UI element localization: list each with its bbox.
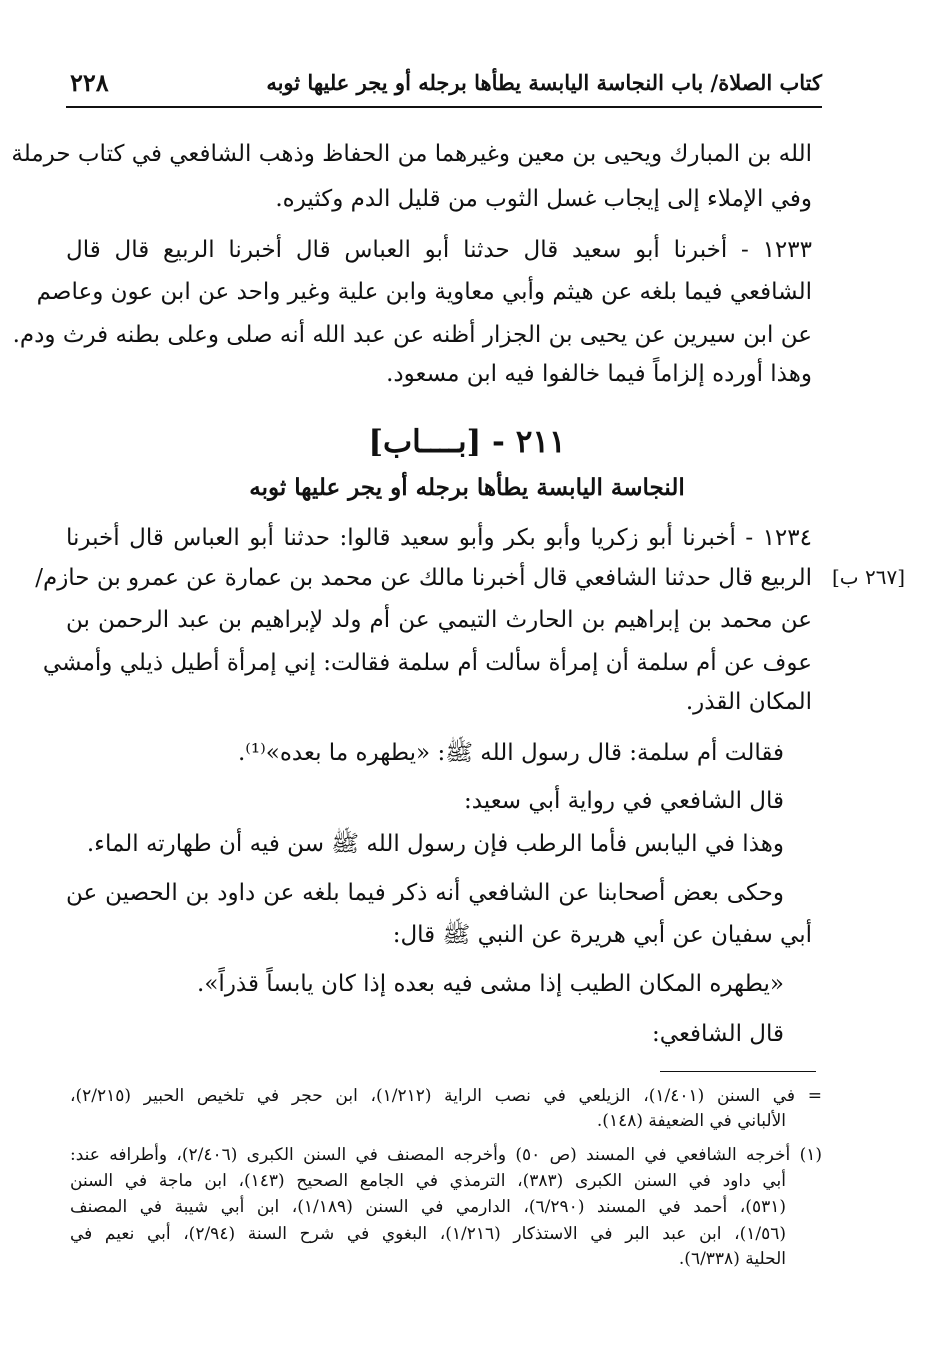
text-line: الربيع قال حدثنا الشافعي قال أخبرنا مالك عن محمد بن عمارة عن عمرو بن حازم/ xyxy=(35,565,812,591)
text-line: عوف عن أم سلمة أن إمرأة سألت أم سلمة فقالت: إني إمرأة أطيل ذيلي وأمشي xyxy=(42,650,812,676)
text-line: قال الشافعي: xyxy=(652,1021,784,1047)
footnote-line: (١/٥٦)، ابن عبد البر في الاستذكار (١/٢١٦)، البغوي في شرح السنة (٢/٩٤)، أبي نعيم في xyxy=(70,1224,786,1244)
text-line: ١٢٣٤ - أخبرنا أبو زكريا وأبو بكر وأبو سعيد قالوا: حدثنا أبو العباس قال أخبرنا xyxy=(66,525,812,551)
text-line: الشافعي فيما بلغه عن هيثم وأبي معاوية وابن علية وغير واحد عن ابن عون وعاصم xyxy=(36,279,812,305)
text-line: وحكى بعض أصحابنا عن الشافعي أنه ذكر فيما بلغه عن داود بن الحصين عن xyxy=(66,880,784,906)
text-line: أبي سفيان عن أبي هريرة عن النبي ﷺ قال: xyxy=(392,922,812,948)
text-line: عن محمد بن إبراهيم بن الحارث التيمي عن أم ولد لإبراهيم بن عبد الرحمن بن xyxy=(66,607,812,633)
running-title: كتاب الصلاة/ باب النجاسة اليابسة يطأها برجله أو يجر عليها ثوبه xyxy=(266,70,822,95)
footnote-line: أبي داود في السنن الكبرى (٣٨٣)، الترمذي في الجامع الصحيح (١٤٣)، ابن ماجة في السنن xyxy=(70,1171,786,1191)
footnote-line: (٥٣١)، أحمد في المسند (٦/٢٩٠)، الدارمي في السنن (١/١٨٩)، ابن أبي شيبة في المصنف xyxy=(70,1197,786,1217)
footnote-line: = في السنن (١/٤٠١)، الزيلعي في نصب الراية (١/٢١٢)، ابن حجر في تلخيص الحبير (٢/٢١٥)، xyxy=(70,1086,822,1106)
text-line: «يطهره المكان الطيب إذا مشى فيه بعده إذا كان يابساً قذراً». xyxy=(197,971,784,997)
text-line: فقالت أم سلمة: قال رسول الله ﷺ: «يطهره ما بعده»⁽¹⁾. xyxy=(237,740,784,766)
text-line: قال الشافعي في رواية أبي سعيد: xyxy=(463,788,784,814)
text-line: المكان القذر. xyxy=(685,689,812,715)
text-line: عن ابن سيرين عن يحيى بن الجزار أظنه عن عبد الله أنه صلى وعلى بطنه فرث ودم. xyxy=(12,322,812,348)
text-line: الله بن المبارك ويحيى بن معين وغيرهما من الحفاظ وذهب الشافعي في كتاب حرملة xyxy=(11,141,812,167)
text-line: وهذا في اليابس فأما الرطب فإن رسول الله ﷺ سن فيه أن طهارته الماء. xyxy=(86,831,784,857)
text-line: وفي الإملاء إلى إيجاب غسل الثوب من قليل الدم وكثيره. xyxy=(275,186,812,212)
footnote-line: (١) أخرجه الشافعي في المسند (ص ٥٠) وأخرجه المصنف في السنن الكبرى (٢/٤٠٦)، وأطرافه عند: xyxy=(70,1145,822,1165)
chapter-title: النجاسة اليابسة يطأها برجله أو يجر عليها ثوبه xyxy=(249,474,685,501)
text-line: ١٢٣٣ - أخبرنا أبو سعيد قال حدثنا أبو العباس قال أخبرنا الربيع قال قال xyxy=(66,237,812,263)
margin-folio-note: [٢٦٧ ب] xyxy=(832,565,906,589)
page-number: ٢٢٨ xyxy=(70,68,109,97)
footnote-divider xyxy=(660,1071,816,1072)
page-header xyxy=(66,66,822,108)
footnote-line: الألباني في الضعيفة (١٤٨). xyxy=(596,1111,786,1131)
chapter-number: ٢١١ - [بــــاب] xyxy=(368,424,566,460)
footnote-line: الحلية (٦/٣٣٨). xyxy=(678,1249,786,1269)
text-line: وهذا أورده إلزاماً فيما خالفوا فيه ابن مسعود. xyxy=(386,361,812,387)
